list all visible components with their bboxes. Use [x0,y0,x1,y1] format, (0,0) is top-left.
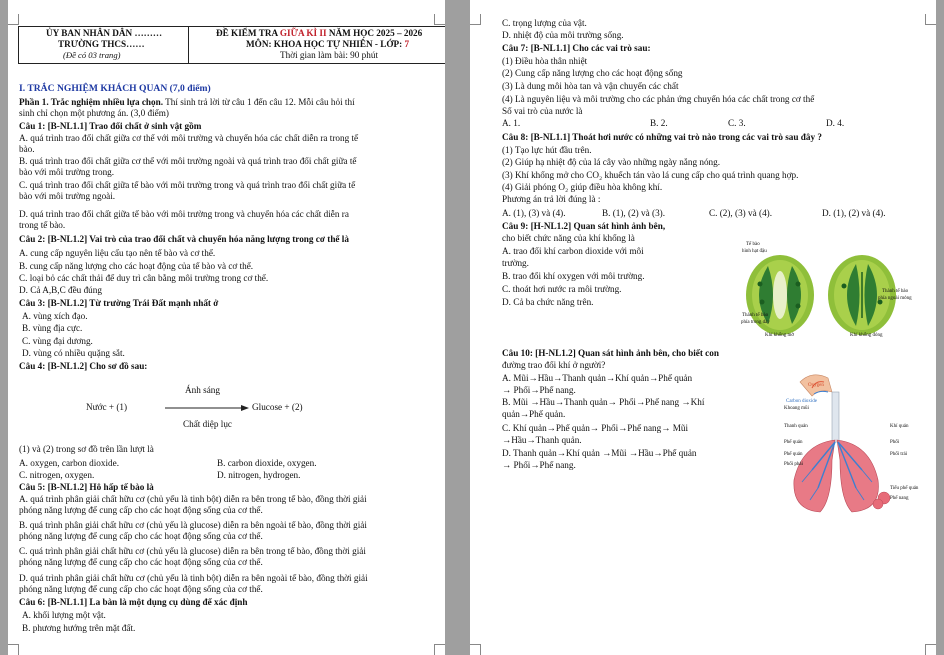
q1-option-a: A. quá trình trao đổi chất giữa cơ thể với môi trường và chuyển hóa các chất diễn ra trong tế [19,133,359,143]
q1-option-b: B. quá trình trao đổi chất giữa cơ thể với môi trường ngoài và quá trình trao đổi chất giữa tế [19,156,357,166]
q7-stem: Số vai trò của nước là [502,106,583,116]
crop-mark [925,644,936,655]
section-title: I. TRẮC NGHIỆM KHÁCH QUAN (7,0 điểm) [19,83,211,94]
q9-option-a: A. trao đổi khí carbon dioxide với môi [502,246,644,256]
q4-stem: (1) và (2) trong sơ đồ trên lần lượt là [19,444,154,454]
q8-option-d: D. (1), (2) và (4). [822,208,886,218]
crop-mark [470,644,481,655]
q5-option-a-cont: phóng năng lượng để cung cấp cho các hoạt động sống của cơ thể. [19,505,263,515]
q8-item-2: (2) Giúp hạ nhiệt độ của lá cây vào những ngày nắng nóng. [502,157,721,167]
header-authority: ỦY BAN NHÂN DÂN ……… [46,28,163,38]
fig10-label: Thanh quản [784,424,808,429]
question-10: Câu 10: [H-NL1.2] Quan sát hình ảnh bên, cho biết con [502,348,719,358]
crop-mark [8,644,19,655]
q10-option-a-cont: → Phổi→Phế nang. [502,385,576,395]
fig10-label: Phổi phải [784,462,804,467]
q7-option-a: A. 1. [502,118,521,128]
q1-option-d: D. quá trình trao đổi chất giữa tế bào với môi trường trong và chuyển hóa các chất diễn ra [19,209,349,219]
diagram-reactants: Nước + (1) [86,402,128,412]
q2-option-a: A. cung cấp nguyên liệu cấu tạo nên tế bào và cơ thể. [19,248,216,258]
fig10-label: Tiểu phế quản [890,486,919,491]
q9-option-b: B. trao đổi khí oxygen với môi trường. [502,271,645,281]
subject-line: MÔN: KHOA HỌC TỰ NHIÊN - LỚP: 7 [246,39,410,49]
q9-option-c: C. thoát hơi nước ra môi trường. [502,284,622,294]
q7-item-1: (1) Điều hòa thân nhiệt [502,56,588,66]
q1-option-b-cont: bào với môi trường trong. [19,167,115,177]
q8-option-b: B. (1), (2) và (3). [602,208,666,218]
fig9-label: Thành tế bào [742,313,769,318]
fig10-label: Phế quản [784,452,803,457]
q5-option-d-cont: phóng năng lượng để cung cấp cho các hoạt động sống của cơ thể. [19,584,263,594]
q8-item-1: (1) Tạo lực hút đầu trên. [502,145,592,155]
q5-option-d: D. quá trình phân giải chất hữu cơ (chủ yếu là tinh bột) diễn ra bên ngoài tế bào, đồng thời giải [19,573,368,583]
q8-item-4: (4) Giải phóng O₂ giúp điều hòa không khí. [502,182,663,192]
fig10-label: Oxygen [808,383,824,388]
diagram-products: Glucose + (2) [252,402,303,412]
fig9-label: phía trong dày [741,320,770,325]
fig10-label: Phổi [890,440,900,445]
crop-mark [8,14,19,25]
q5-option-b-cont: phóng năng lượng để cung cấp cho các hoạt động sống của cơ thể. [19,531,263,541]
question-5: Câu 5: [B-NL1.2] Hô hấp tế bào là [19,482,154,492]
exam-title: ĐỀ KIỂM TRA GIỮA KÌ II NĂM HỌC 2025 – 2026 [216,28,423,38]
q7-item-3: (3) Là dung môi hòa tan và vận chuyển các chất [502,81,679,91]
crop-mark [470,14,481,25]
q4-option-b: B. carbon dioxide, oxygen. [217,458,317,468]
q10-option-d: D. Thanh quản→Khí quản →Mũi →Hầu→Phế quản [502,448,697,458]
crop-mark [925,14,936,25]
q5-option-c-cont: phóng năng lượng để cung cấp cho các hoạt động sống của cơ thể. [19,557,263,567]
q8-option-c: C. (2), (3) và (4). [709,208,773,218]
q6-option-d: D. nhiệt độ của môi trường sống. [502,30,624,40]
header-divider [188,26,189,63]
q8-item-3: (3) Khí khổng mở cho CO₂ khuếch tán vào lá cung cấp cho quá trình quang hợp. [502,170,799,180]
q3-option-d: D. vùng có nhiều quặng sắt. [22,348,125,358]
crop-mark [434,644,445,655]
page-2 [470,0,936,655]
q5-option-b: B. quá trình phân giải chất hữu cơ (chủ yếu là glucose) diễn ra bên ngoài tế bào, đồng thời giải [19,520,367,530]
q9-option-a-cont: trường. [502,258,529,268]
q6-option-a: A. khối lượng một vật. [22,610,106,620]
q1-option-d-cont: trong tế bào. [19,220,66,230]
q7-option-b: B. 2. [650,118,668,128]
q1-option-a-cont: bào. [19,144,35,154]
q2-option-c: C. loại bỏ các chất thải để duy trì cân bằng môi trường trong cơ thể. [19,273,269,283]
question-6: Câu 6: [B-NL1.1] La bàn là một dụng cụ dùng để xác định [19,597,248,607]
fig10-label: Khoang mũi [784,406,809,411]
diagram-arrow [165,402,249,414]
q4-option-c: C. nitrogen, oxygen. [19,470,95,480]
q10-option-d-cont: → Phổi→Phế nang. [502,460,576,470]
q4-option-d: D. nitrogen, hydrogen. [217,470,301,480]
q9-option-d: D. Cả ba chức năng trên. [502,297,594,307]
fig10-label: Phổi trái [890,452,908,457]
fig10-label: Carbon dioxide [786,399,817,404]
q8-stem: Phương án trả lời đúng là : [502,194,601,204]
q1-option-c: C. quá trình trao đổi chất giữa tế bào với môi trường trong và quá trình trao đổi chất giữa tế [19,180,356,190]
fig10-label: Phế quản [784,440,803,445]
q8-option-a: A. (1), (3) và (4). [502,208,566,218]
fig9-label: phía ngoài mỏng [878,296,912,301]
q10-option-a: A. Mũi→Hầu→Thanh quản→Khí quản→Phế quản [502,373,693,383]
q5-option-a: A. quá trình phân giải chất hữu cơ (chủ yếu là tinh bột) diễn ra bên trong tế bào, đồng thời giải [19,494,367,504]
q4-option-a: A. oxygen, carbon dioxide. [19,458,120,468]
q10-option-b: B. Mũi →Hầu→Thanh quản→ Phổi→Phế nang →Khí [502,397,705,407]
question-8: Câu 8: [B-NL1.1] Thoát hơi nước có những vai trò nào trong các vai trò sau đây ? [502,132,822,142]
crop-mark [434,14,445,25]
fig9-label: Thành tế bào [882,289,909,294]
q7-item-4: (4) Là nguyên liệu và môi trường cho các phản ứng chuyển hóa các chất trong cơ thể [502,94,815,104]
diagram-chlorophyll: Chất diệp lục [183,419,232,429]
question-1: Câu 1: [B-NL1.1] Trao đổi chất ở sinh vật gồm [19,121,202,131]
header-pages: (Đề có 03 trang) [63,50,121,60]
diagram-light: Ánh sáng [185,385,220,395]
question-9: Câu 9: [H-NL1.2] Quan sát hình ảnh bên, [502,221,666,231]
q1-option-c-cont: bào với môi trường ngoài. [19,191,116,201]
q10-option-c: C. Khí quản→Phế quản→ Phổi→Phế nang→ Mũi [502,423,689,433]
q10-option-c-cont: →Hầu→Thanh quản. [502,435,582,445]
q6-option-c: C. trọng lượng của vật. [502,18,587,28]
q3-option-b: B. vùng địa cực. [22,323,83,333]
q7-option-d: D. 4. [826,118,845,128]
question-7: Câu 7: [B-NL1.1] Cho các vai trò sau: [502,43,651,53]
fig9-caption-open: Khí khổng mở [765,333,795,338]
part1-heading-cont: sinh chỉ chọn một phương án. (3,0 điểm) [19,108,169,118]
time-line: Thời gian làm bài: 90 phút [280,50,378,60]
fig10-label: Phế nang [890,496,909,501]
q7-option-c: C. 3. [728,118,746,128]
question-4: Câu 4: [B-NL1.2] Cho sơ đồ sau: [19,361,148,371]
q2-option-d: D. Cả A,B,C đều đúng [19,285,102,295]
q5-option-c: C. quá trình phân giải chất hữu cơ (chủ yếu là glucose) diễn ra bên trong tế bào, đồng thời giải [19,546,366,556]
fig9-label: hình hạt đậu [742,249,767,254]
q7-item-2: (2) Cung cấp năng lượng cho các hoạt động sống [502,68,683,78]
fig9-caption-closed: Khí khổng đóng [850,333,883,338]
q3-option-a: A. vùng xích đạo. [22,311,88,321]
question-2: Câu 2: [B-NL1.2] Vai trò của trao đổi chất và chuyển hóa năng lượng trong cơ thể là [19,234,349,244]
stomata-figure [738,240,904,345]
header-school: TRƯỜNG THCS…… [58,39,145,49]
fig10-label: Khí quản [890,424,909,429]
q6-option-b: B. phương hướng trên mặt đất. [22,623,136,633]
question-3: Câu 3: [B-NL1.2] Từ trường Trái Đất mạnh nhất ở [19,298,219,308]
question-9-cont: cho biết chức năng của khí khổng là [502,233,635,243]
part1-heading: Phần 1. Trắc nghiệm nhiều lựa chọn. Thí sinh trả lời từ câu 1 đến câu 12. Mỗi câu hỏi thí [19,97,355,107]
stomata-closed-illustration [828,255,896,335]
q2-option-b: B. cung cấp năng lượng cho các hoạt động của tế bào và cơ thể. [19,261,254,271]
q3-option-c: C. vùng đại dương. [22,336,93,346]
page-1 [8,0,445,655]
question-10-cont: đường trao đổi khí ở người? [502,360,606,370]
q10-option-b-cont: quản→Phế quản. [502,409,566,419]
fig9-label: Tế bào [746,242,760,247]
